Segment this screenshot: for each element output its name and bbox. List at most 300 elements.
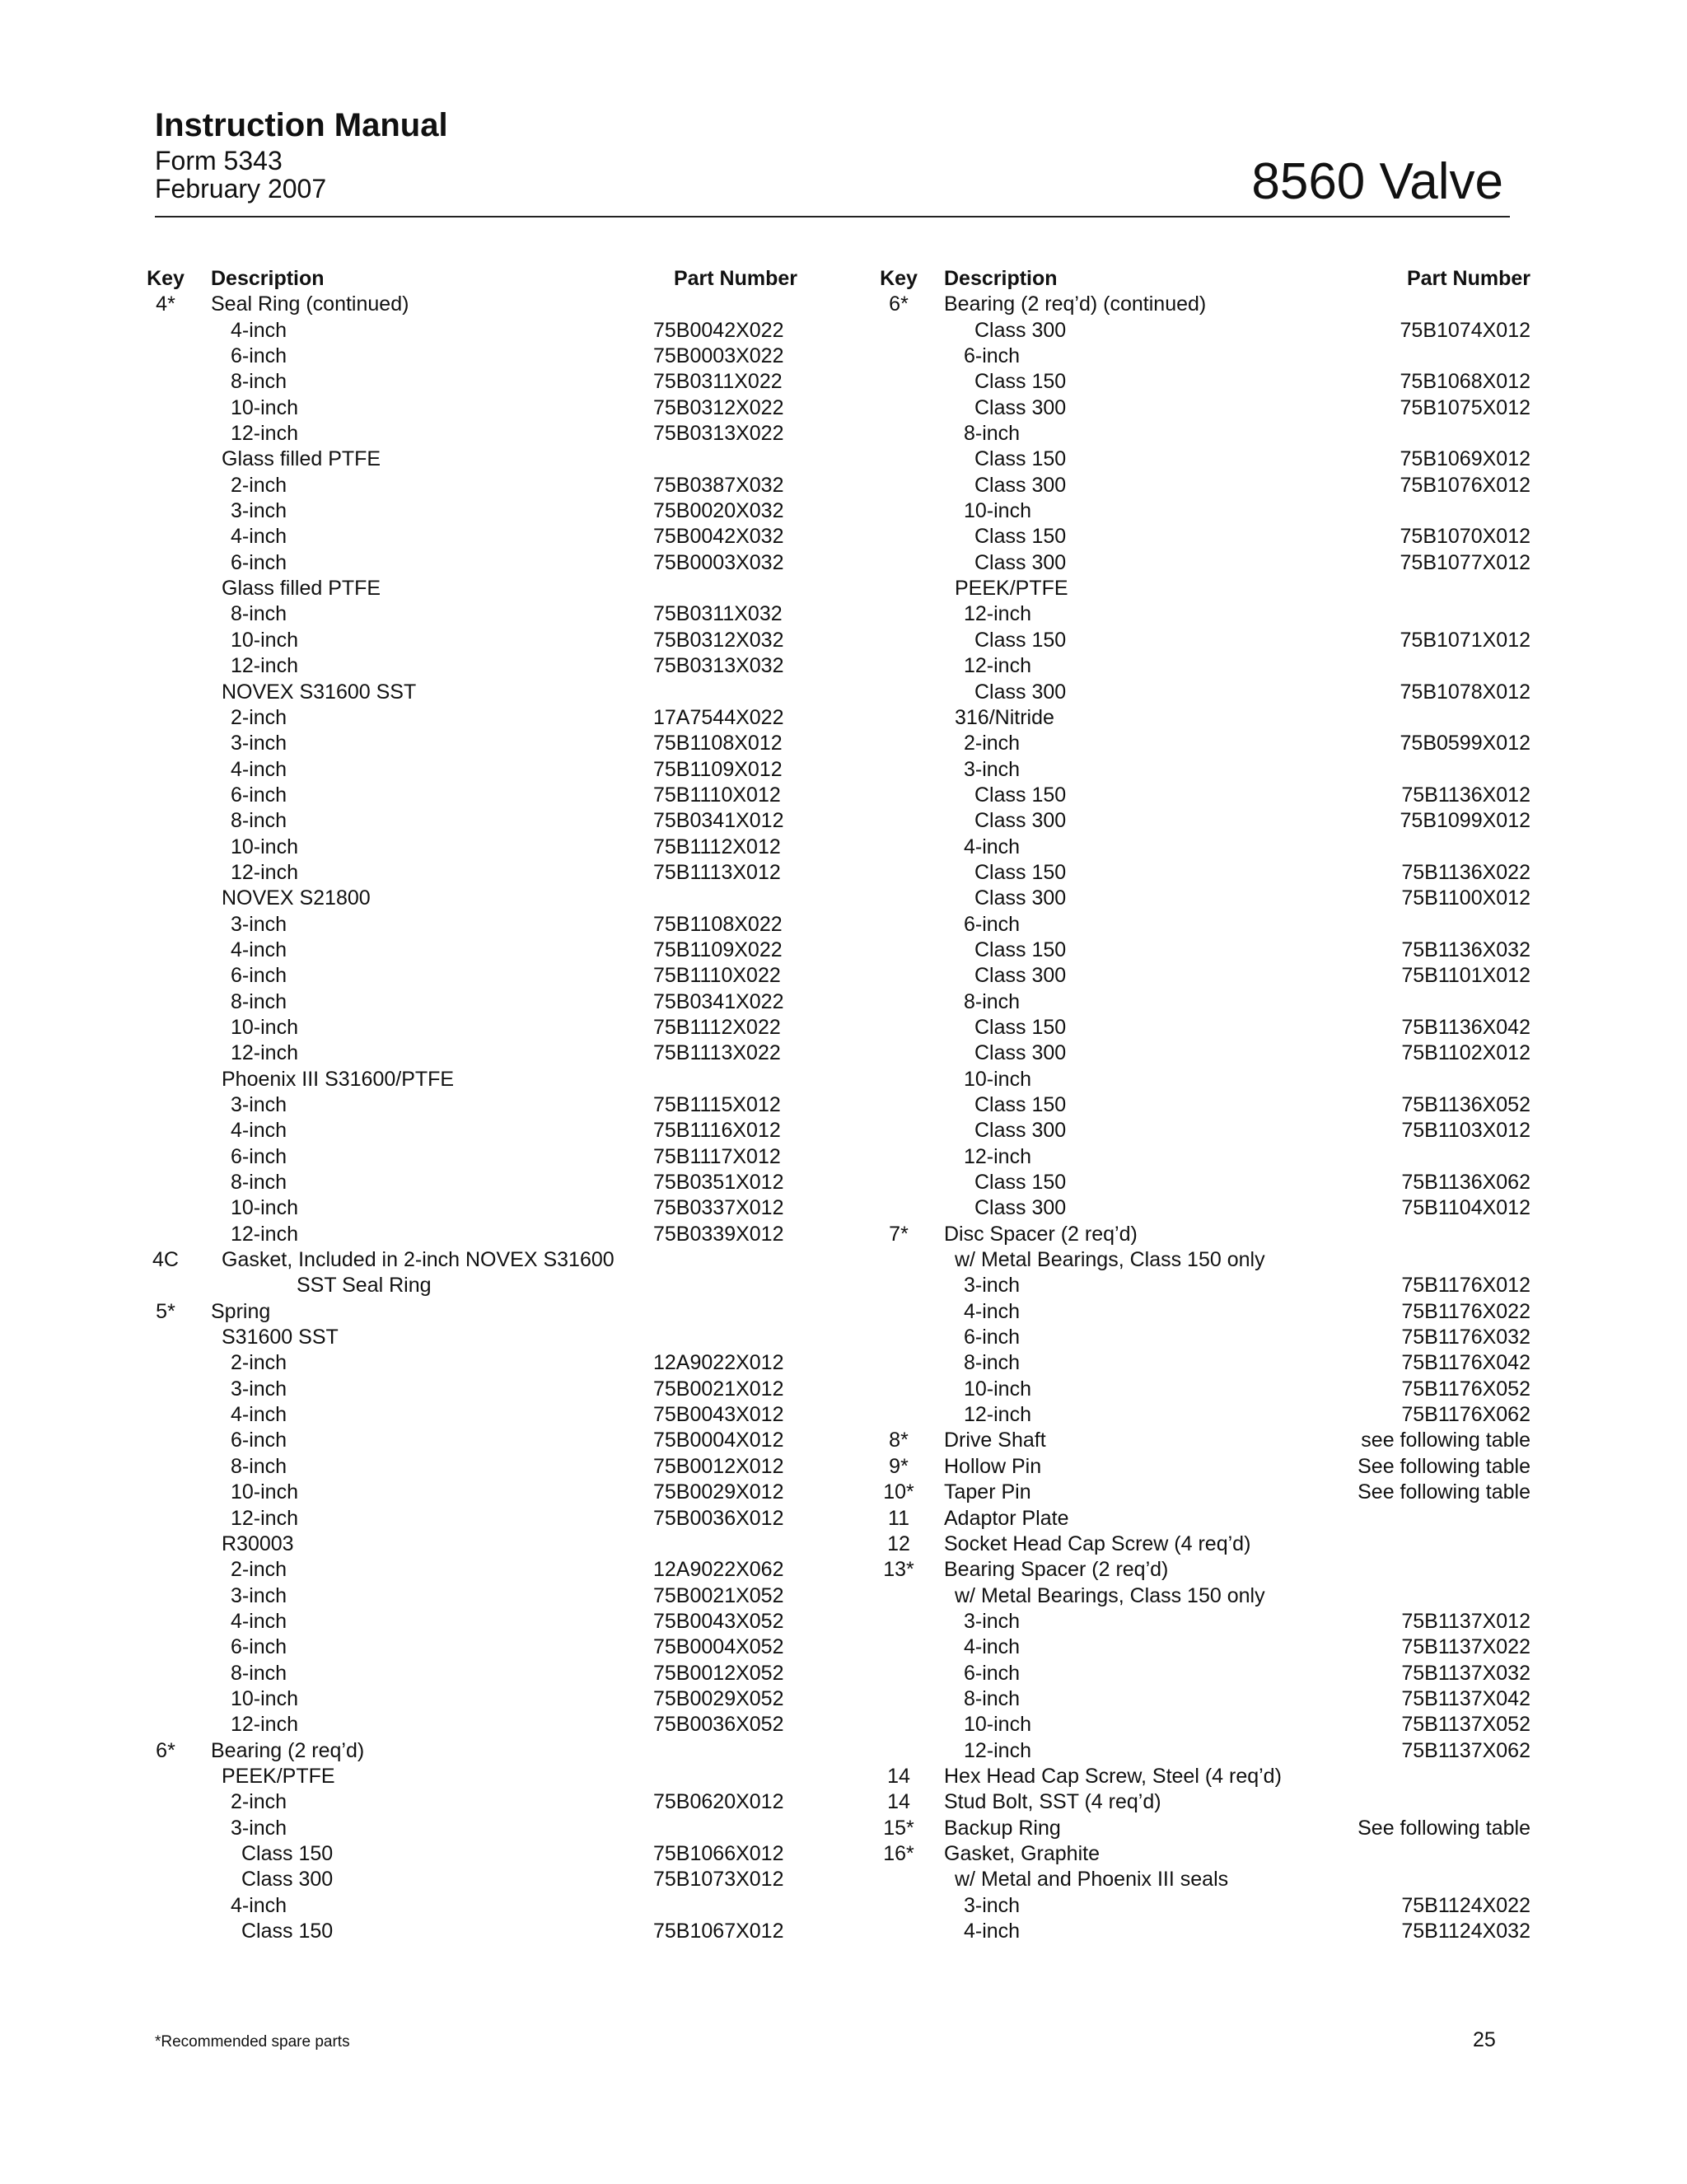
parts-row [147,808,797,834]
part-description: 10-inch [231,835,298,858]
parts-row [880,1789,1530,1815]
parts-row [880,1144,1530,1170]
part-number: 75B1104X012 [1401,1196,1530,1220]
part-number: 75B1176X062 [1401,1403,1530,1427]
part-description: PEEK/PTFE [955,577,1068,601]
parts-row [147,1789,797,1815]
parts-row [147,680,797,705]
part-description: 12-inch [231,422,298,446]
part-description: 8-inch [231,1171,287,1195]
part-description: 10-inch [964,1713,1031,1737]
parts-row [147,989,797,1015]
parts-list-left-column [147,266,797,1944]
part-description: Class 300 [974,1196,1067,1220]
part-description: 3-inch [964,757,1021,781]
part-number: 75B1101X012 [1401,964,1530,988]
part-description: 8-inch [964,989,1021,1013]
part-description: w/ Metal Bearings, Class 150 only [955,1248,1265,1272]
part-number: 75B1108X022 [653,912,783,936]
parts-row [147,1867,797,1892]
header-divider [155,216,1510,217]
part-description: Adaptor Plate [944,1506,1069,1530]
part-number: 75B1137X062 [1401,1738,1530,1762]
key-number: 6* [156,1738,175,1762]
part-number: 75B0004X012 [653,1429,784,1452]
parts-row [147,1557,797,1583]
part-description: 6-inch [231,1635,287,1659]
part-number: 75B1099X012 [1400,809,1530,833]
parts-row [880,1712,1530,1737]
part-description: Class 150 [241,1841,334,1865]
part-number: 75B0341X012 [653,809,784,833]
parts-row [880,1738,1530,1764]
part-number: 75B0339X012 [653,1222,784,1246]
part-description: 2-inch [231,1351,287,1375]
parts-row [147,1506,797,1532]
part-description: Socket Head Cap Screw (4 req’d) [944,1532,1251,1555]
parts-row [147,1480,797,1505]
part-number: 75B1069X012 [1400,447,1530,471]
parts-row [880,1067,1530,1092]
parts-row [147,1712,797,1737]
part-description: 8-inch [231,602,287,626]
form-number: Form 5343 [155,146,283,175]
parts-row [880,1557,1530,1583]
part-description: Class 300 [974,550,1067,574]
part-description: 2-inch [231,473,287,497]
part-description: 3-inch [231,912,287,936]
parts-row [147,369,797,395]
part-number: 75B1137X032 [1401,1661,1530,1685]
key-number: 14 [887,1790,910,1814]
part-description: Class 150 [974,1015,1067,1039]
part-description: 3-inch [964,1274,1021,1298]
parts-row [880,292,1530,317]
part-description: 10-inch [964,1377,1031,1401]
part-description: 10-inch [231,1686,298,1710]
parts-row [880,318,1530,344]
part-number: 75B1109X022 [653,938,783,961]
part-description: 8-inch [231,989,287,1013]
parts-row [880,835,1530,860]
part-description: 12-inch [231,1041,298,1065]
part-number: 75B0337X012 [653,1196,784,1220]
parts-row [880,1661,1530,1686]
part-description: 6-inch [231,1429,287,1452]
parts-row [880,1841,1530,1867]
parts-row [147,1273,797,1298]
part-description: Hex Head Cap Screw, Steel (4 req’d) [944,1764,1282,1788]
parts-row [880,1583,1530,1609]
parts-row [880,1480,1530,1505]
part-number: 75B1176X052 [1401,1377,1530,1401]
part-description: 12-inch [231,654,298,678]
part-description: R30003 [222,1532,294,1555]
part-description: 3-inch [231,732,287,755]
part-description: Class 150 [974,783,1067,807]
part-number: 75B0341X022 [653,989,784,1013]
part-number: 75B1116X012 [653,1119,781,1143]
part-number-header: Part Number [673,267,797,290]
part-description: Class 300 [974,964,1067,988]
part-number: see following table [1361,1429,1530,1452]
page-number: 25 [1473,2028,1496,2051]
part-number: 75B0036X012 [653,1506,784,1530]
parts-row [147,1092,797,1118]
part-description: 8-inch [964,1351,1021,1375]
part-number: 75B1176X022 [1401,1299,1530,1323]
key-number: 16* [883,1841,914,1865]
part-number: 75B1102X012 [1401,1041,1530,1065]
part-description: Class 300 [974,318,1067,342]
parts-row [880,601,1530,627]
parts-row [880,1686,1530,1712]
part-number: 75B1076X012 [1400,473,1530,497]
part-description: 6-inch [231,550,287,574]
parts-row [147,1454,797,1480]
part-description: Seal Ring (continued) [211,292,409,316]
part-description: PEEK/PTFE [222,1764,335,1788]
parts-row [880,1273,1530,1298]
parts-row [880,498,1530,524]
part-description: Spring [211,1299,271,1323]
part-description: Drive Shaft [944,1429,1046,1452]
parts-row [880,447,1530,472]
parts-row [880,860,1530,886]
parts-row [147,1402,797,1428]
part-description: Glass filled PTFE [222,577,381,601]
parts-row [880,1325,1530,1350]
part-number: 75B0387X032 [653,473,784,497]
description-header: Description [944,267,1058,290]
part-number: 75B0021X012 [653,1377,784,1401]
part-description: 12-inch [964,1738,1031,1762]
parts-row [880,1609,1530,1634]
parts-row [880,783,1530,808]
parts-row [147,835,797,860]
part-description: Glass filled PTFE [222,447,381,471]
part-number: 75B1075X012 [1400,395,1530,419]
part-number: 75B0043X012 [653,1403,784,1427]
parts-row [147,1299,797,1325]
key-header: Key [147,267,185,290]
parts-row [880,421,1530,447]
parts-row [880,369,1530,395]
parts-row [147,1841,797,1867]
part-description: 4-inch [231,1609,287,1633]
part-number: 75B1136X062 [1401,1171,1530,1195]
part-number: See following table [1358,1816,1530,1840]
parts-row [880,1222,1530,1247]
part-description: 6-inch [231,344,287,368]
part-description: 4-inch [231,1893,287,1917]
part-number: 75B1115X012 [653,1093,781,1116]
part-number: 75B1078X012 [1400,680,1530,704]
part-number: 75B0312X022 [653,395,784,419]
part-description: 10-inch [964,1067,1031,1091]
parts-row [880,1015,1530,1041]
key-number: 14 [887,1764,910,1788]
part-description: 8-inch [231,1454,287,1478]
part-number: 75B0021X052 [653,1583,784,1607]
parts-row [147,1609,797,1634]
parts-row [147,1764,797,1789]
part-description: Class 150 [974,628,1067,652]
part-description: Backup Ring [944,1816,1061,1840]
column-header-row [880,266,1530,292]
part-number: 75B1066X012 [653,1841,784,1865]
part-description: 4-inch [231,1119,287,1143]
part-description: Disc Spacer (2 req’d) [944,1222,1138,1246]
part-description: w/ Metal Bearings, Class 150 only [955,1583,1265,1607]
parts-row [880,1532,1530,1557]
part-description: 4-inch [964,1920,1021,1943]
parts-row [147,1170,797,1195]
parts-row [880,1195,1530,1221]
part-description: 10-inch [231,1196,298,1220]
part-number: 75B1074X012 [1400,318,1530,342]
parts-row [147,705,797,731]
key-number: 10* [883,1480,914,1504]
parts-row [147,1583,797,1609]
part-number: 75B0042X022 [653,318,784,342]
part-description: Gasket, Graphite [944,1841,1100,1865]
part-description: 2-inch [231,1790,287,1814]
parts-row [880,1299,1530,1325]
part-description: 8-inch [231,1661,287,1685]
parts-row [147,783,797,808]
part-number: 75B0312X032 [653,628,784,652]
parts-row [880,653,1530,679]
parts-row [880,680,1530,705]
parts-row [147,395,797,421]
part-number: 75B0311X022 [653,370,783,394]
key-number: 5* [156,1299,175,1323]
key-number: 6* [889,292,909,316]
key-number: 7* [889,1222,909,1246]
parts-row [147,1247,797,1273]
part-description: Class 300 [974,680,1067,704]
part-description: 12-inch [231,860,298,884]
parts-row [147,1325,797,1350]
parts-row [880,395,1530,421]
part-number: 75B1176X012 [1401,1274,1530,1298]
parts-row [147,886,797,911]
parts-row [880,938,1530,963]
part-number: 75B0599X012 [1400,732,1530,755]
part-description: Class 150 [974,1093,1067,1116]
part-description: Class 300 [974,395,1067,419]
part-number: 75B1077X012 [1400,550,1530,574]
parts-row [880,1350,1530,1376]
part-description: 12-inch [231,1713,298,1737]
part-description: 316/Nitride [955,705,1054,729]
part-description: 3-inch [231,1377,287,1401]
parts-row [880,1919,1530,1944]
part-number: 75B1176X032 [1401,1326,1530,1349]
part-number: 75B1136X052 [1401,1093,1530,1116]
parts-row [880,550,1530,576]
part-description: Class 300 [974,1119,1067,1143]
parts-row [880,1816,1530,1841]
part-number: 75B1067X012 [653,1920,784,1943]
part-description: 12-inch [964,654,1031,678]
part-description: Class 300 [974,809,1067,833]
part-number: 75B1113X012 [653,860,781,884]
part-number: 75B0313X022 [653,422,784,446]
part-description: 10-inch [231,1015,298,1039]
part-number: 75B0012X052 [653,1661,784,1685]
part-description: SST Seal Ring [297,1274,432,1298]
part-description: 8-inch [964,422,1021,446]
parts-row [880,1041,1530,1066]
key-number: 11 [888,1506,909,1530]
parts-row [880,886,1530,911]
part-description: Stud Bolt, SST (4 req’d) [944,1790,1161,1814]
parts-row [880,524,1530,550]
part-description: 4-inch [231,757,287,781]
parts-row [147,1350,797,1376]
part-number: 75B1110X022 [653,964,781,988]
part-number: 75B1113X022 [653,1041,781,1065]
part-description: Class 300 [974,886,1067,910]
parts-row [880,1506,1530,1532]
parts-row [147,1686,797,1712]
part-number: See following table [1358,1454,1530,1478]
part-number: 75B1124X022 [1401,1893,1530,1917]
part-description: 4-inch [231,938,287,961]
part-description: 4-inch [231,1403,287,1427]
parts-row [880,912,1530,938]
parts-row [880,1867,1530,1892]
parts-row [147,731,797,756]
part-description: Class 150 [241,1920,334,1943]
parts-row [147,601,797,627]
parts-row [147,1377,797,1402]
key-number: 15* [883,1816,914,1840]
part-number: 75B1117X012 [653,1144,781,1168]
part-description: 2-inch [964,732,1021,755]
publication-date: February 2007 [155,174,327,203]
part-number: 75B1136X012 [1401,783,1530,807]
part-description: 12-inch [231,1506,298,1530]
parts-row [147,292,797,317]
description-header: Description [211,267,325,290]
parts-row [147,1428,797,1453]
part-number: 12A9022X062 [653,1558,784,1582]
parts-row [880,576,1530,601]
part-description: 12-inch [964,1144,1031,1168]
parts-row [880,344,1530,369]
part-number: 75B1136X042 [1401,1015,1530,1039]
part-number: 75B0042X032 [653,525,784,549]
part-number: 75B0036X052 [653,1713,784,1737]
part-number: 75B0003X022 [653,344,784,368]
part-description: Bearing Spacer (2 req’d) [944,1558,1169,1582]
column-header-row [147,266,797,292]
part-description: Bearing (2 req’d) (continued) [944,292,1207,316]
part-number: 75B1124X032 [1401,1920,1530,1943]
parts-row [880,757,1530,783]
part-number: 75B0029X012 [653,1480,784,1504]
part-number: 75B1068X012 [1400,370,1530,394]
parts-row [147,550,797,576]
parts-row [147,1738,797,1764]
part-number-header: Part Number [1406,267,1530,290]
part-number: 75B0043X052 [653,1609,784,1633]
part-description: w/ Metal and Phoenix III seals [955,1868,1229,1892]
part-number: See following table [1358,1480,1530,1504]
part-description: 2-inch [231,1558,287,1582]
part-description: Gasket, Included in 2-inch NOVEX S31600 [222,1248,615,1272]
part-description: 3-inch [231,1816,287,1840]
part-description: 4-inch [964,1299,1021,1323]
parts-row [880,1170,1530,1195]
part-description: 4-inch [231,525,287,549]
parts-row [147,1634,797,1660]
part-number: 75B0029X052 [653,1686,784,1710]
part-description: 6-inch [964,1661,1021,1685]
part-description: 6-inch [231,1144,287,1168]
parts-row [147,912,797,938]
parts-row [147,1195,797,1221]
part-description: 3-inch [964,1893,1021,1917]
part-description: 6-inch [231,964,287,988]
parts-row [880,1092,1530,1118]
part-description: 3-inch [231,1093,287,1116]
key-number: 4C [152,1248,179,1272]
parts-row [147,1015,797,1041]
product-name: 8560 Valve [1251,153,1503,210]
parts-row [147,344,797,369]
part-description: 2-inch [231,705,287,729]
parts-row [147,1532,797,1557]
parts-row [147,524,797,550]
parts-row [880,731,1530,756]
footnote: *Recommended spare parts [155,2033,350,2051]
key-number: 12 [887,1532,910,1555]
part-number: 75B1176X042 [1401,1351,1530,1375]
part-description: 8-inch [964,1686,1021,1710]
part-description: Taper Pin [944,1480,1031,1504]
part-description: 4-inch [964,1635,1021,1659]
part-description: Class 150 [974,938,1067,961]
part-description: S31600 SST [222,1326,339,1349]
key-number: 13* [883,1558,914,1582]
part-description: 4-inch [964,835,1021,858]
part-number: 75B1112X022 [653,1015,781,1039]
parts-row [880,1377,1530,1402]
parts-row [147,473,797,498]
part-number: 75B0003X032 [653,550,784,574]
part-description: 6-inch [964,344,1021,368]
part-description: 6-inch [964,1326,1021,1349]
part-number: 75B0620X012 [653,1790,784,1814]
part-number: 75B1137X042 [1401,1686,1530,1710]
part-number: 75B1112X012 [653,835,781,858]
parts-row [880,989,1530,1015]
part-description: 8-inch [231,809,287,833]
parts-row [147,653,797,679]
part-number: 12A9022X012 [653,1351,784,1375]
parts-list-left-body [147,292,797,1944]
part-description: 8-inch [231,370,287,394]
part-description: NOVEX S21800 [222,886,371,910]
part-number: 75B1137X022 [1401,1635,1530,1659]
part-number: 75B1137X052 [1401,1713,1530,1737]
part-number: 75B1109X012 [653,757,783,781]
part-description: 10-inch [231,395,298,419]
